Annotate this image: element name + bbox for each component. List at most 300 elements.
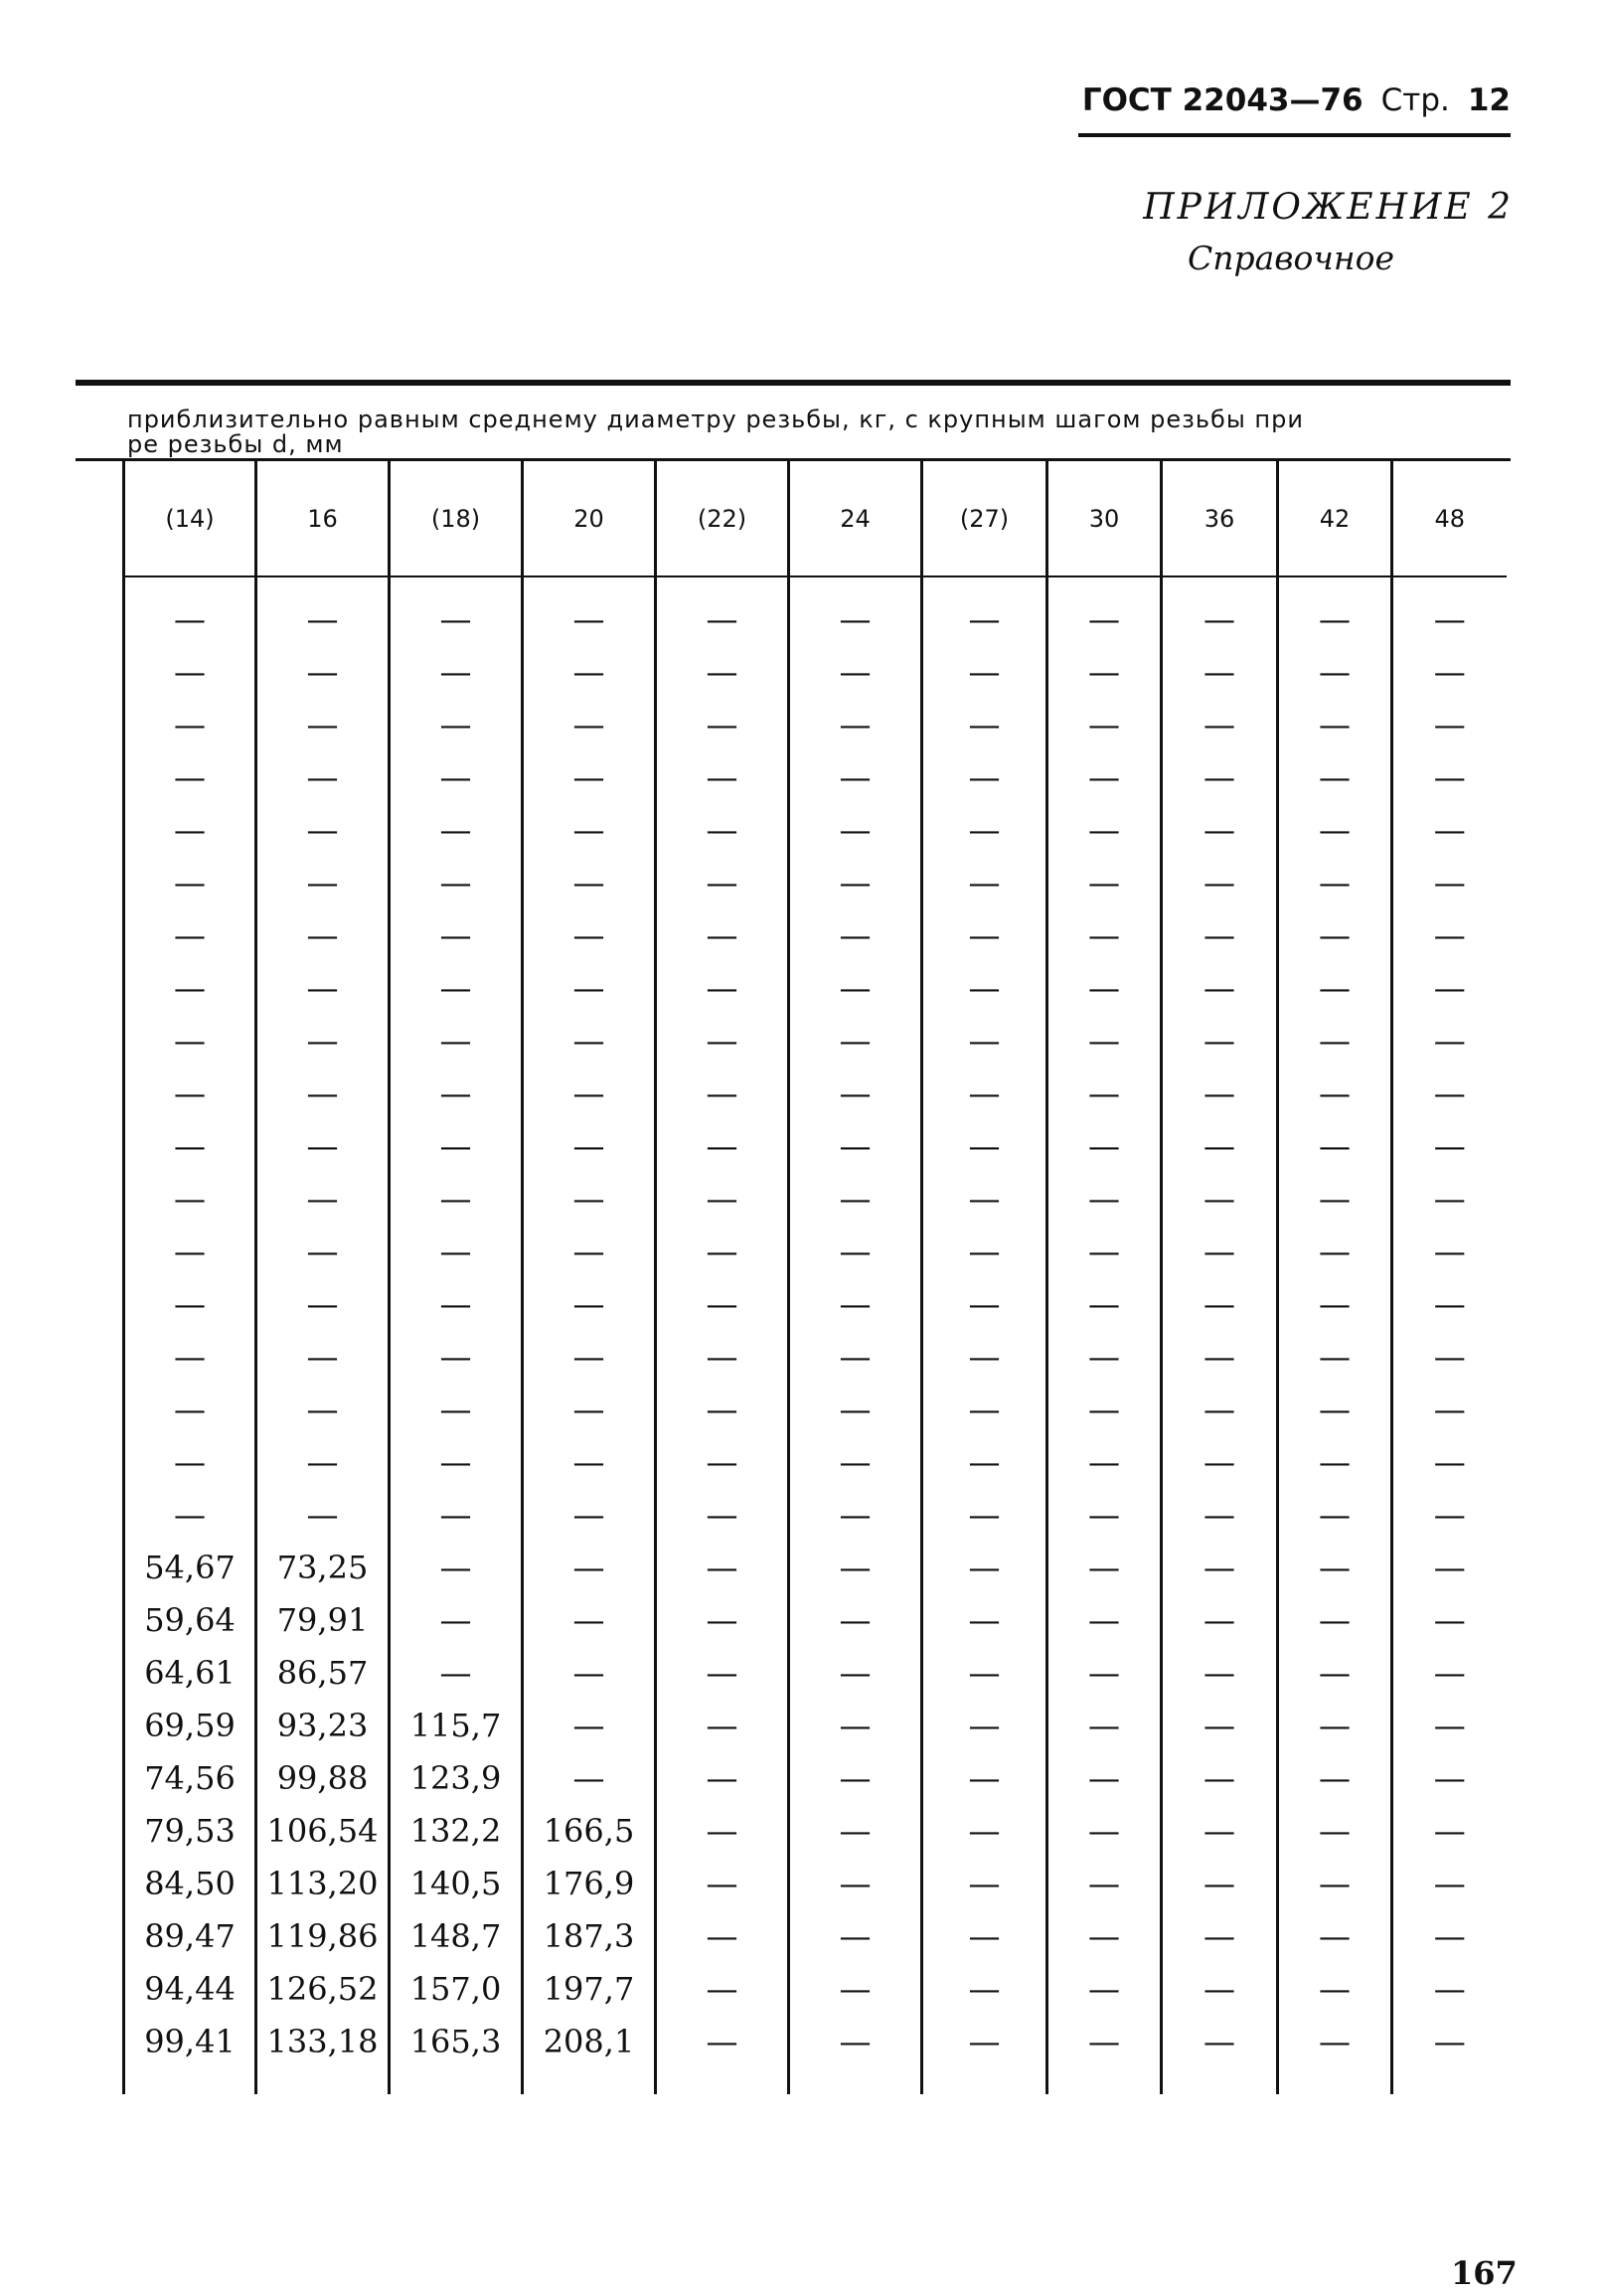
- table-cell: —: [523, 646, 656, 699]
- table-cell: —: [1392, 962, 1507, 1015]
- table-cell: —: [256, 962, 390, 1015]
- table-cell: —: [523, 1015, 656, 1067]
- table-row: [124, 1436, 1507, 1489]
- table-cell: —: [390, 1120, 523, 1173]
- header-page-number: 12: [1467, 82, 1511, 118]
- table-cell: —: [1162, 1384, 1278, 1436]
- table-cell: —: [1047, 1963, 1162, 2016]
- table-cell: —: [523, 1594, 656, 1647]
- table-cell: —: [256, 1489, 390, 1542]
- table-cell: 74,56: [124, 1752, 256, 1805]
- table-cell: —: [390, 699, 523, 751]
- table-cell: —: [922, 1963, 1047, 2016]
- table-cell: —: [922, 804, 1047, 857]
- table-cell: —: [789, 1067, 922, 1120]
- table-cell: —: [656, 804, 789, 857]
- table-cell: —: [390, 1594, 523, 1647]
- table-row: [124, 699, 1507, 751]
- table-cell: —: [1392, 1278, 1507, 1331]
- table-cell: —: [1278, 576, 1392, 646]
- table-cell: —: [1162, 1647, 1278, 1700]
- table-cell: —: [124, 857, 256, 909]
- table-cell: —: [1047, 1910, 1162, 1963]
- column-header: (18): [390, 461, 523, 576]
- table-cell: —: [124, 804, 256, 857]
- table-cell: —: [1047, 1120, 1162, 1173]
- table-cell: —: [390, 1384, 523, 1436]
- column-header: 48: [1392, 461, 1507, 576]
- table-cell: 89,47: [124, 1910, 256, 1963]
- table-cell: —: [922, 1120, 1047, 1173]
- table-cell: —: [922, 646, 1047, 699]
- table-cell: —: [1392, 857, 1507, 909]
- table-cell: —: [124, 1278, 256, 1331]
- table-cell: —: [789, 1489, 922, 1542]
- table-cell: —: [922, 1700, 1047, 1752]
- table-cell: —: [1278, 1858, 1392, 1910]
- column-header: (22): [656, 461, 789, 576]
- table-cell: —: [789, 1436, 922, 1489]
- table-cell: —: [1278, 751, 1392, 804]
- table-row: [124, 1173, 1507, 1226]
- table-cell: —: [1047, 1278, 1162, 1331]
- table-cell: —: [1162, 1067, 1278, 1120]
- table-cell: —: [1162, 751, 1278, 804]
- table-cell: —: [1278, 1700, 1392, 1752]
- table-cell: —: [1392, 1910, 1507, 1963]
- table-cell: —: [922, 1910, 1047, 1963]
- table-cell: —: [1047, 1700, 1162, 1752]
- table-row: [124, 576, 1507, 646]
- table-cell: 157,0: [390, 1963, 523, 2016]
- table-row: [124, 1647, 1507, 1700]
- table-cell: —: [922, 2016, 1047, 2068]
- table-cell: —: [789, 857, 922, 909]
- table-cell: —: [1392, 1384, 1507, 1436]
- table-cell: —: [922, 909, 1047, 962]
- table-row: [124, 1015, 1507, 1067]
- table-cell: —: [1047, 962, 1162, 1015]
- table-cell: —: [390, 1015, 523, 1067]
- column-header: (14): [124, 461, 256, 576]
- table-cell: 113,20: [256, 1858, 390, 1910]
- table-cell: —: [656, 576, 789, 646]
- table-cell: —: [656, 1805, 789, 1858]
- spacer-cell: [124, 2068, 256, 2094]
- column-header: 36: [1162, 461, 1278, 576]
- table-cell: —: [523, 909, 656, 962]
- table-cell: —: [523, 1120, 656, 1173]
- table-cell: —: [523, 857, 656, 909]
- table-cell: 64,61: [124, 1647, 256, 1700]
- table-cell: —: [1392, 1805, 1507, 1858]
- table-cell: —: [789, 1594, 922, 1647]
- caption-line-1: приблизительно равным среднему диаметру резьбы, кг, с крупным шагом резьбы при: [127, 406, 1304, 433]
- table-row: [124, 1384, 1507, 1436]
- table-cell: 115,7: [390, 1700, 523, 1752]
- table-cell: —: [922, 751, 1047, 804]
- table-cell: —: [1278, 1647, 1392, 1700]
- table-cell: —: [789, 1963, 922, 2016]
- table-cell: 79,53: [124, 1805, 256, 1858]
- table-cell: —: [1392, 1226, 1507, 1278]
- table-cell: 126,52: [256, 1963, 390, 2016]
- table-cell: —: [1162, 1700, 1278, 1752]
- table-cell: —: [656, 857, 789, 909]
- table-cell: —: [124, 1384, 256, 1436]
- table-cell: —: [1162, 1594, 1278, 1647]
- table-cell: —: [390, 1331, 523, 1384]
- table-cell: —: [1162, 1015, 1278, 1067]
- table-cell: —: [1047, 1384, 1162, 1436]
- table-cell: —: [922, 1594, 1047, 1647]
- table-cell: —: [1278, 1173, 1392, 1226]
- table-cell: —: [922, 1858, 1047, 1910]
- table-row: [124, 1910, 1507, 1963]
- table-row: [124, 1542, 1507, 1594]
- table-cell: —: [922, 1067, 1047, 1120]
- table-cell: —: [789, 699, 922, 751]
- table-cell: —: [1047, 1173, 1162, 1226]
- table-cell: —: [1047, 1436, 1162, 1489]
- page-number: 167: [1451, 2254, 1518, 2292]
- table-cell: —: [1278, 1278, 1392, 1331]
- table-cell: 197,7: [523, 1963, 656, 2016]
- table-cell: —: [124, 1120, 256, 1173]
- table-cell: —: [390, 1173, 523, 1226]
- table-cell: —: [1047, 1331, 1162, 1384]
- table-cell: 93,23: [256, 1700, 390, 1752]
- table-cell: —: [1047, 1015, 1162, 1067]
- table-cell: —: [523, 1173, 656, 1226]
- table-cell: —: [1278, 804, 1392, 857]
- table-cell: —: [656, 699, 789, 751]
- table-cell: —: [1162, 804, 1278, 857]
- table-cell: 176,9: [523, 1858, 656, 1910]
- table-cell: —: [922, 1542, 1047, 1594]
- column-header: (27): [922, 461, 1047, 576]
- table-cell: —: [656, 1226, 789, 1278]
- table-cell: —: [1047, 1542, 1162, 1594]
- table-row: [124, 1805, 1507, 1858]
- table-row: [124, 1858, 1507, 1910]
- table-cell: —: [1392, 1963, 1507, 2016]
- table-cell: —: [656, 1910, 789, 1963]
- table-cell: —: [922, 1489, 1047, 1542]
- table-cell: —: [1162, 1752, 1278, 1805]
- table-cell: —: [1278, 1331, 1392, 1384]
- table-cell: —: [256, 1120, 390, 1173]
- table-row: [124, 1489, 1507, 1542]
- spacer-cell: [656, 2068, 789, 2094]
- table-cell: —: [789, 1910, 922, 1963]
- table-row: [124, 1700, 1507, 1752]
- spacer-cell: [1392, 2068, 1507, 2094]
- table-cell: —: [523, 1384, 656, 1436]
- spacer-cell: [523, 2068, 656, 2094]
- table-cell: —: [1162, 857, 1278, 909]
- table-cell: —: [656, 1647, 789, 1700]
- spacer-cell: [1278, 2068, 1392, 2094]
- table-cell: —: [1162, 1278, 1278, 1331]
- table-cell: —: [1392, 1173, 1507, 1226]
- table-cell: —: [390, 646, 523, 699]
- table-row: [124, 751, 1507, 804]
- table-cell: —: [1278, 909, 1392, 962]
- spacer-cell: [1047, 2068, 1162, 2094]
- caption-line-2: ре резьбы d, мм: [127, 430, 344, 458]
- table-cell: —: [1392, 699, 1507, 751]
- table-cell: —: [256, 1173, 390, 1226]
- table-cell: —: [1162, 1910, 1278, 1963]
- table-cell: —: [1392, 1542, 1507, 1594]
- table-cell: —: [124, 1331, 256, 1384]
- table-row: [124, 1120, 1507, 1173]
- table-cell: —: [1392, 1858, 1507, 1910]
- table-cell: —: [789, 1805, 922, 1858]
- table-cell: —: [256, 857, 390, 909]
- table-cell: —: [1278, 857, 1392, 909]
- table-cell: —: [789, 1278, 922, 1331]
- table-row: [124, 1067, 1507, 1120]
- table-cell: —: [1278, 1436, 1392, 1489]
- table-cell: —: [1047, 909, 1162, 962]
- table-row: [124, 1278, 1507, 1331]
- table-cell: —: [124, 909, 256, 962]
- table-cell: —: [124, 962, 256, 1015]
- spacer-cell: [390, 2068, 523, 2094]
- table-cell: —: [1162, 909, 1278, 962]
- table-cell: —: [656, 1752, 789, 1805]
- table-cell: —: [256, 909, 390, 962]
- table-cell: —: [789, 909, 922, 962]
- table-cell: —: [1162, 1173, 1278, 1226]
- table-cell: 133,18: [256, 2016, 390, 2068]
- table-cell: 106,54: [256, 1805, 390, 1858]
- table-cell: —: [1162, 962, 1278, 1015]
- table-cell: —: [256, 646, 390, 699]
- table-cell: —: [1162, 2016, 1278, 2068]
- spacer-cell: [789, 2068, 922, 2094]
- table-cell: —: [256, 1067, 390, 1120]
- table-cell: —: [789, 1647, 922, 1700]
- spacer-cell: [1162, 2068, 1278, 2094]
- table-cell: —: [789, 1226, 922, 1278]
- table-cell: —: [1278, 1226, 1392, 1278]
- table-bottom-spacer: [124, 2068, 1507, 2094]
- table-cell: —: [1047, 804, 1162, 857]
- spacer-cell: [922, 2068, 1047, 2094]
- table-cell: —: [789, 1015, 922, 1067]
- table-cell: 123,9: [390, 1752, 523, 1805]
- table-cell: —: [789, 751, 922, 804]
- table-cell: 59,64: [124, 1594, 256, 1647]
- table-cell: —: [523, 1647, 656, 1700]
- table-cell: —: [789, 1542, 922, 1594]
- table-cell: —: [1047, 2016, 1162, 2068]
- table-cell: —: [390, 804, 523, 857]
- table-cell: —: [789, 576, 922, 646]
- table-cell: —: [390, 857, 523, 909]
- table-cell: —: [656, 1067, 789, 1120]
- table-cell: —: [1047, 1805, 1162, 1858]
- table-cell: —: [390, 962, 523, 1015]
- table-row: [124, 646, 1507, 699]
- table-cell: —: [922, 699, 1047, 751]
- table-cell: —: [656, 1542, 789, 1594]
- table-cell: —: [390, 1647, 523, 1700]
- table-cell: —: [124, 576, 256, 646]
- table-cell: —: [1047, 1752, 1162, 1805]
- table-header-row: [124, 461, 1507, 576]
- table-cell: —: [1278, 1805, 1392, 1858]
- table-row: [124, 1594, 1507, 1647]
- column-header: 30: [1047, 461, 1162, 576]
- table-cell: —: [656, 1015, 789, 1067]
- table-cell: —: [1278, 1120, 1392, 1173]
- table-cell: 79,91: [256, 1594, 390, 1647]
- table-cell: —: [922, 962, 1047, 1015]
- table-cell: —: [1278, 1067, 1392, 1120]
- table-cell: —: [1047, 857, 1162, 909]
- table-cell: —: [1047, 1858, 1162, 1910]
- table-cell: —: [922, 1805, 1047, 1858]
- table-row: [124, 2016, 1507, 2068]
- table-cell: —: [256, 1331, 390, 1384]
- weight-table: [122, 461, 1507, 2094]
- table-cell: —: [922, 1015, 1047, 1067]
- table-cell: —: [523, 751, 656, 804]
- table-cell: —: [1162, 1963, 1278, 2016]
- page-label: Стр.: [1380, 82, 1450, 118]
- table-cell: —: [390, 1436, 523, 1489]
- table-cell: —: [1162, 1489, 1278, 1542]
- table-cell: —: [390, 909, 523, 962]
- column-header: 20: [523, 461, 656, 576]
- table-cell: —: [523, 699, 656, 751]
- table-cell: —: [1278, 1542, 1392, 1594]
- table-cell: —: [523, 576, 656, 646]
- table-cell: —: [523, 1331, 656, 1384]
- table-cell: 99,41: [124, 2016, 256, 2068]
- table-cell: —: [390, 1489, 523, 1542]
- table-cell: —: [523, 804, 656, 857]
- spacer-cell: [256, 2068, 390, 2094]
- table-cell: —: [922, 857, 1047, 909]
- table-cell: 86,57: [256, 1647, 390, 1700]
- appendix-title: ПРИЛОЖЕНИЕ 2: [1143, 187, 1514, 228]
- table-cell: —: [922, 1384, 1047, 1436]
- standard-number: ГОСТ 22043—76: [1081, 82, 1364, 118]
- table-cell: —: [1162, 1805, 1278, 1858]
- table-cell: —: [523, 1067, 656, 1120]
- table-cell: —: [789, 1700, 922, 1752]
- table-cell: —: [256, 804, 390, 857]
- table-cell: —: [1278, 1594, 1392, 1647]
- table-cell: —: [1047, 751, 1162, 804]
- table-cell: —: [523, 1542, 656, 1594]
- table-cell: —: [656, 646, 789, 699]
- table-cell: —: [656, 1700, 789, 1752]
- table-cell: 69,59: [124, 1700, 256, 1752]
- table-cell: —: [124, 646, 256, 699]
- table-cell: 73,25: [256, 1542, 390, 1594]
- table-row: [124, 804, 1507, 857]
- table-row: [124, 909, 1507, 962]
- table-cell: —: [1162, 576, 1278, 646]
- table-cell: —: [1278, 962, 1392, 1015]
- table-cell: —: [656, 2016, 789, 2068]
- table-cell: —: [523, 1226, 656, 1278]
- table-row: [124, 962, 1507, 1015]
- table-cell: —: [1047, 1067, 1162, 1120]
- weight-table-area: [76, 380, 1511, 2094]
- table-cell: —: [1278, 1384, 1392, 1436]
- table-cell: —: [1162, 1436, 1278, 1489]
- table-cell: —: [922, 1226, 1047, 1278]
- table-cell: —: [1162, 1331, 1278, 1384]
- table-cell: —: [656, 909, 789, 962]
- table-row: [124, 1752, 1507, 1805]
- table-cell: —: [789, 804, 922, 857]
- table-cell: —: [789, 1858, 922, 1910]
- table-cell: —: [256, 751, 390, 804]
- table-cell: —: [656, 1173, 789, 1226]
- table-cell: —: [1392, 2016, 1507, 2068]
- table-cell: —: [256, 1384, 390, 1436]
- table-cell: —: [390, 1278, 523, 1331]
- table-cell: —: [1392, 909, 1507, 962]
- table-cell: —: [256, 1278, 390, 1331]
- table-cell: —: [1278, 1015, 1392, 1067]
- table-cell: —: [1047, 1594, 1162, 1647]
- table-cell: —: [1278, 1489, 1392, 1542]
- column-header: 24: [789, 461, 922, 576]
- appendix-kind: Справочное: [1188, 239, 1395, 277]
- table-cell: —: [789, 1752, 922, 1805]
- table-cell: —: [1278, 699, 1392, 751]
- table-cell: —: [124, 751, 256, 804]
- table-cell: —: [922, 1647, 1047, 1700]
- table-cell: —: [1162, 1542, 1278, 1594]
- table-cell: —: [124, 1015, 256, 1067]
- table-cell: —: [789, 962, 922, 1015]
- table-cell: —: [1278, 2016, 1392, 2068]
- table-cell: —: [523, 1278, 656, 1331]
- table-row: [124, 1963, 1507, 2016]
- table-cell: —: [390, 1542, 523, 1594]
- column-header: 16: [256, 461, 390, 576]
- table-cell: —: [256, 1226, 390, 1278]
- table-cell: —: [124, 699, 256, 751]
- table-cell: —: [523, 1752, 656, 1805]
- table-cell: 166,5: [523, 1805, 656, 1858]
- table-cell: —: [390, 751, 523, 804]
- table-cell: —: [256, 1436, 390, 1489]
- table-cell: —: [1392, 1647, 1507, 1700]
- table-row: [124, 857, 1507, 909]
- table-cell: —: [124, 1173, 256, 1226]
- table-cell: —: [656, 1436, 789, 1489]
- table-row: [124, 1226, 1507, 1278]
- table-cell: —: [789, 646, 922, 699]
- table-cell: —: [1392, 1752, 1507, 1805]
- table-cell: 54,67: [124, 1542, 256, 1594]
- table-cell: —: [789, 1384, 922, 1436]
- table-cell: —: [1047, 576, 1162, 646]
- table-cell: —: [1162, 699, 1278, 751]
- table-cell: —: [922, 1436, 1047, 1489]
